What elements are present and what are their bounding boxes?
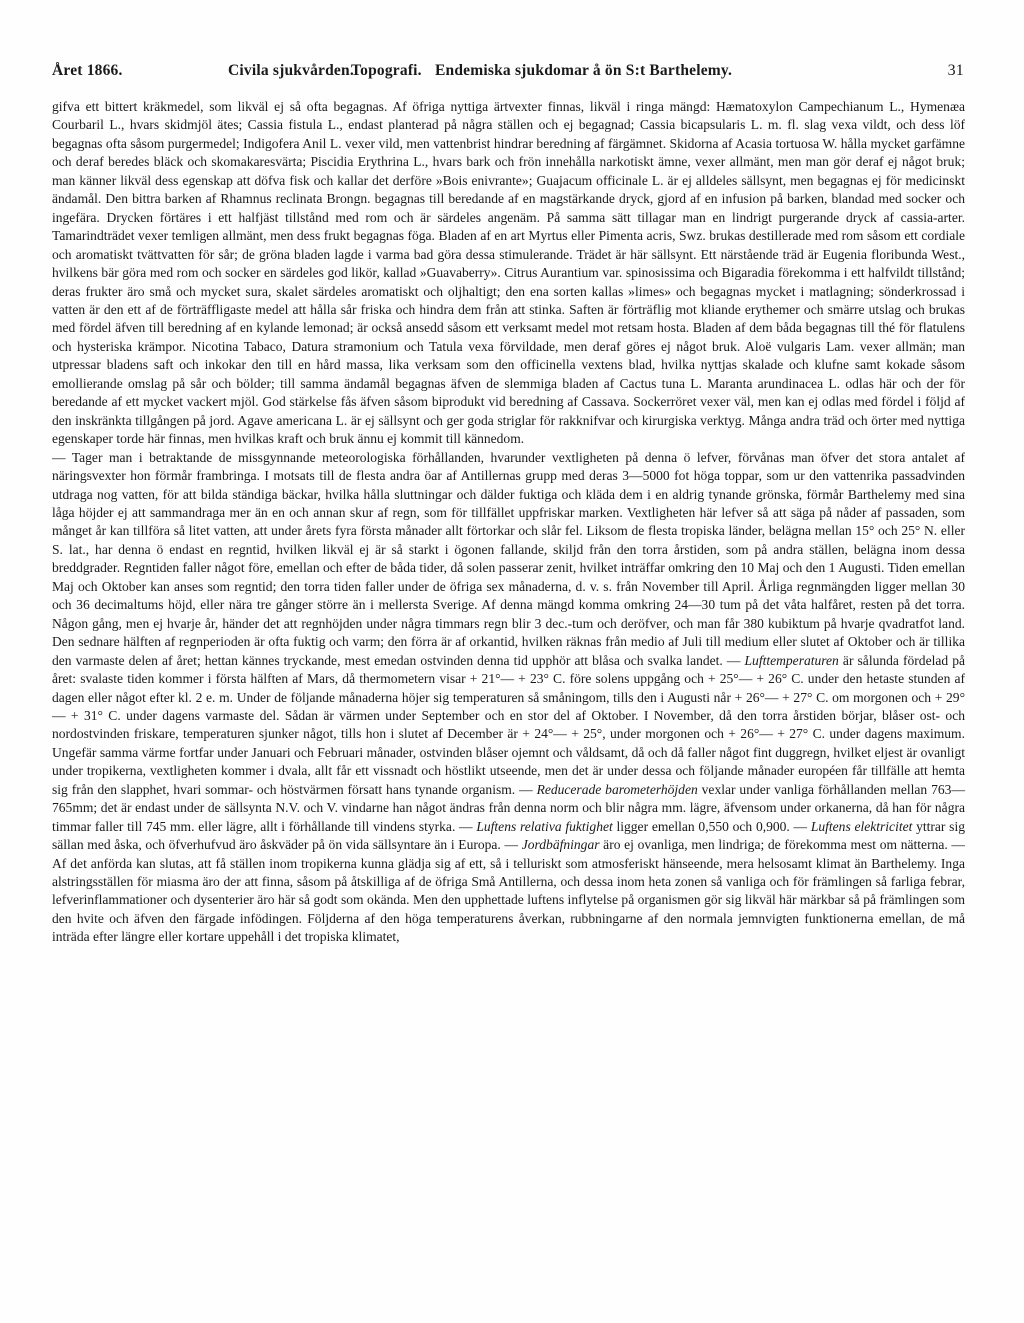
text-run: vexlar under vanliga förhållanden mellan 763—765mm; det är endast under de sällsynta N.V. och V. vindarne han något ändras från denna norm och blir några mm. lägre, äfvensom under orkanerna, då han för några timmar faller till 745 mm. eller lägre, allt i förhållande till vindens styrka. — — [52, 781, 965, 834]
paragraph — [52, 98, 965, 449]
text-run: äro ej ovanliga, men lindriga; de förekomma mest om nätterna. — Af det anförda kan slutas, att få ställen inom tropikerna kunna glädja sig af ett, så i telluriskt som atmosferiskt hänseende, mera helsosamt klimat än Barthelemy. Inga alstringsställen för miasma äro der att finna, såsom på åtskilliga af de öfriga Små Antillerna, och dessa inom heta zonen så vanliga och för främlingen så farliga febrar, lefverinflammationer och dysenterier äro här så godt som okända. Men den upphettade luftens inflytelse på organismen gör sig likväl här märkbar så på främlingen som den hvite och äfven den färgade infödingen. Följderna af den höga temperaturens åverkan, rubbningarne af den normala jemnvigten funktionerna emellan, de må inträda efter längre eller kortare uppehåll i det tropiska klimatet, — [52, 837, 965, 945]
text-run: yttrar sig sällan med åska, och öfverhufvud äro åskväder på ön vida sällsyntare än i Europa. — — [52, 818, 965, 853]
italic-run: Lufttemperaturen — [744, 652, 839, 668]
italic-run: Jordbäfningar — [521, 837, 600, 853]
body-text — [52, 98, 965, 947]
paragraph — [52, 449, 965, 947]
text-run: gifva ett bittert kräkmedel, som likväl ej så ofta begagnas. Af öfriga nyttiga ärtvexter finnas, likväl i ringa mängd: Hæmatoxylon Campechianum L., Hymenæa Courbaril L., hvars skidmjöl ätes; Cassia fistula L., endast planterad på några ställen och ej begagnad; Cassia bicapsularis L. m. fl. slag vexa vildt, och dess löf begagnas ofta såsom purgermedel; Indigofera Anil L. vexer vild, men vattenbrist hindrar beredning af färgämnet. Skidorna af Acasia tortuosa W. hålla mycket garfämne och deraf beredes bläck och skomakaresvärta; Piscidia Erythrina L., hvars bark och frön innehålla narkotiskt ämne, vexer allmänt, men man gör deraf ej något bruk; man känner likväl dess egenskap att döfva fisk och kallar det derföre »Bois enivrante»; Guajacum officinale L. är ej alldeles sällsynt, men begagnas ej för medicinskt ändamål. Den bittra barken af Rhamnus reclinata Brongn. begagnas till beredande af en magstärkande dryck, gjord af en infusion på barken, blandad med socker och ingefära. Drycken förtäres i ett halfjäst tillstånd med rom och är särdeles angenäm. På samma sätt tillagar man en lindrigt purgerande dryck af cassia-arter. Tamarindträdet vexer temligen allmänt, men dess frukt begagnas föga. Bladen af en art Myrtus eller Pimenta acris, Swz. brukas destillerade med rom såsom ett cordiale och aromatiskt tvättvatten för sår; de gröna bladen lagde i varma bad göra dessa stimulerande. Trädet är här sällsynt. Ett närstående träd är Eugenia floribunda West., hvilkens bär göra med rom och socker en särdeles god likör, kallad »Guavaberry». Citrus Aurantium var. spinosissima och Bigaradia förekomma i ett halfvildt tillstånd; deras frukter äro små och mycket sura, skalet särdeles aromatiskt och oljhaltigt; den ena sorten kallas »limes» och begagnas mycket i matlagning; sönderkrossad i vatten är den ett af de förträffligaste medel att hålla sår friska och hindra dem från att stinka. Saften är förträflig mot kliande erythemer och smärre utslag och brukas med fördel äfven till beredning af en kylande lemonad; är också ansedd såsom ett verksamt medel mot retsam hosta. Bladen af dem båda begagnas till thé för flatulens och hysteriska krämpor. Nicotina Tabaco, Datura stramonium och Tatula vexa förvildade, men deraf göres ej något bruk. Aloë vulgaris Lam. vexer allmän; man utpressar bladens saft och inkokar den till en hård massa, lika verksam som den officinella vextens blad, hvilka nyttjas skalade och klufne samt kokade såsom emollierande omslag på sår och bölder; till samma ändamål begagnas äfven de slemmiga bladen af Cactus tuna L. Maranta arundinacea L. odlas här och der för beredande af ett mycket vackert mjöl. God stärkelse fås äfven såsom biprodukt vid beredning af Cassava. Sockerröret vexer väl, men kan ej odlas med fördel i följd af den inskränkta tillgången på jord. Agave americana L. är ej sällsynt och ger goda striglar för rakknifvar och kirurgiska verktyg. Många andra träd och örter med nyttiga egenskaper torde här finnas, men hvilkas kraft och bruk ännu ej kommit till kännedom. — [52, 99, 965, 447]
text-run: — Tager man i betraktande de missgynnande meteorologiska förhållanden, hvarunder vextligheten på denna ö lefver, förvånas man öfver det stora antalet af näringsvexter hon förmår frambringa. I motsats till de flesta andra öar af Antillernas grupp med deras 3—5000 fot höga toppar, som ur den vattenrika passadvinden utdraga nog vatten, för att bilda ständiga bäckar, hvilka hålla sluttningar och dälder fuktiga och kläda dem i en aldrig tynande grönska, förmår Barthelemy med sina låga höjder ej att sammandraga mer än en och annan skur af regn, som för tillfället uppfriskar marken. Vextligheten här lefver så att säga på nåder af passaden, som månget år kan tillföra så litet vatten, att under årets fyra första månader allt förtorkar och slår fel. Liksom de flesta tropiska länder, belägna mellan 15° och 25° N. eller S. lat., har denna ö endast en regntid, hvilken likväl ej är så starkt i ögonen fallande, skiljd från den torra årstiden, som på andra ställen, belägna inom dessa breddgrader. Regntiden faller något före, emellan och efter de båda tider, då solen passerar zenit, hvilket inträffar omkring den 10 Maj och den 1 Augusti. Tiden emellan Maj och Oktober kan anses som regntid; den torra tiden faller under de öfriga sex månaderna, d. v. s. från November till April. Årliga regnmängden ligger mellan 30 och 36 decimaltums höjd, eller nära tre gånger större än i mellersta Sverige. Af denna mängd komma omkring 24—30 tum på det våta halfåret, resten på det torra. Någon gång, men ej hvarje år, händer det att regnhöjden under några timmars regn blir 3 dec.-tum och deröfver, och man får 380 kubiktum på hvarje qvadratfot land. Den sednare hälften af regnperioden är ofta fuktig och varm; den förra är af orkantid, hvilken räknas från medio af Juli till medium eller slutet af Oktober och är tillika den varmaste delen af året; hettan kännes tryckande, mest emedan ostvinden denna tid upphör att blåsa och svalka landet. — — [52, 449, 965, 668]
italic-run: Reducerade barometerhöjden — [536, 781, 698, 797]
italic-run: Luftens elektricitet — [810, 818, 913, 834]
text-run: är sålunda fördelad på året: svalaste tiden kommer i första hälften af Mars, då thermometern visar + 21°— + 23° C. före solens uppgång och + 25°— + 26° C. under den hetaste stunden af dagen eller något efter kl. 2 e. m. Under de följande månaderna höjer sig temperaturen så småningom, tills den i Augusti når + 26°— + 27° C. om morgonen och + 29°— + 31° C. under dagens varmaste del. Sådan är värmen under September och en stor del af Oktober. I November, då den torra årstiden börjar, blåser ost- och nordostvinden friskare, temperaturen sjunker något, tills hon i slutet af December är + 24°— + 25°, under morgonen och + 26°— + 27° C. under dagens maximum. Ungefär samma värme fortfar under Januari och Februari månader, ostvinden blåser ojemnt och våldsamt, då och då faller något fint duggregn, hvilket eljest är ovanligt under tropikerna, vextligheten kommer i dvala, allt får ett vissnadt och höstlikt utseende, men det är under dessa och följande månader européen får tillfälle att hemta sig från den slapphet, hvari sommar- och höstvärmen försatt hans tynande organism. — — [52, 652, 965, 797]
text-run: ligger emellan 0,550 och 0,900. — — [612, 818, 811, 834]
running-head — [52, 62, 964, 84]
running-head-year: Året 1866. — [52, 62, 123, 79]
italic-run: Luftens relativa fuktighet — [476, 818, 613, 834]
running-head-topography: Topografi. — [351, 62, 422, 79]
page-number: 31 — [947, 62, 964, 79]
running-head-endemic-title: Endemiska sjukdomar å ön S:t Barthelemy. — [435, 62, 733, 79]
running-head-section: Civila sjukvården. — [228, 62, 354, 79]
